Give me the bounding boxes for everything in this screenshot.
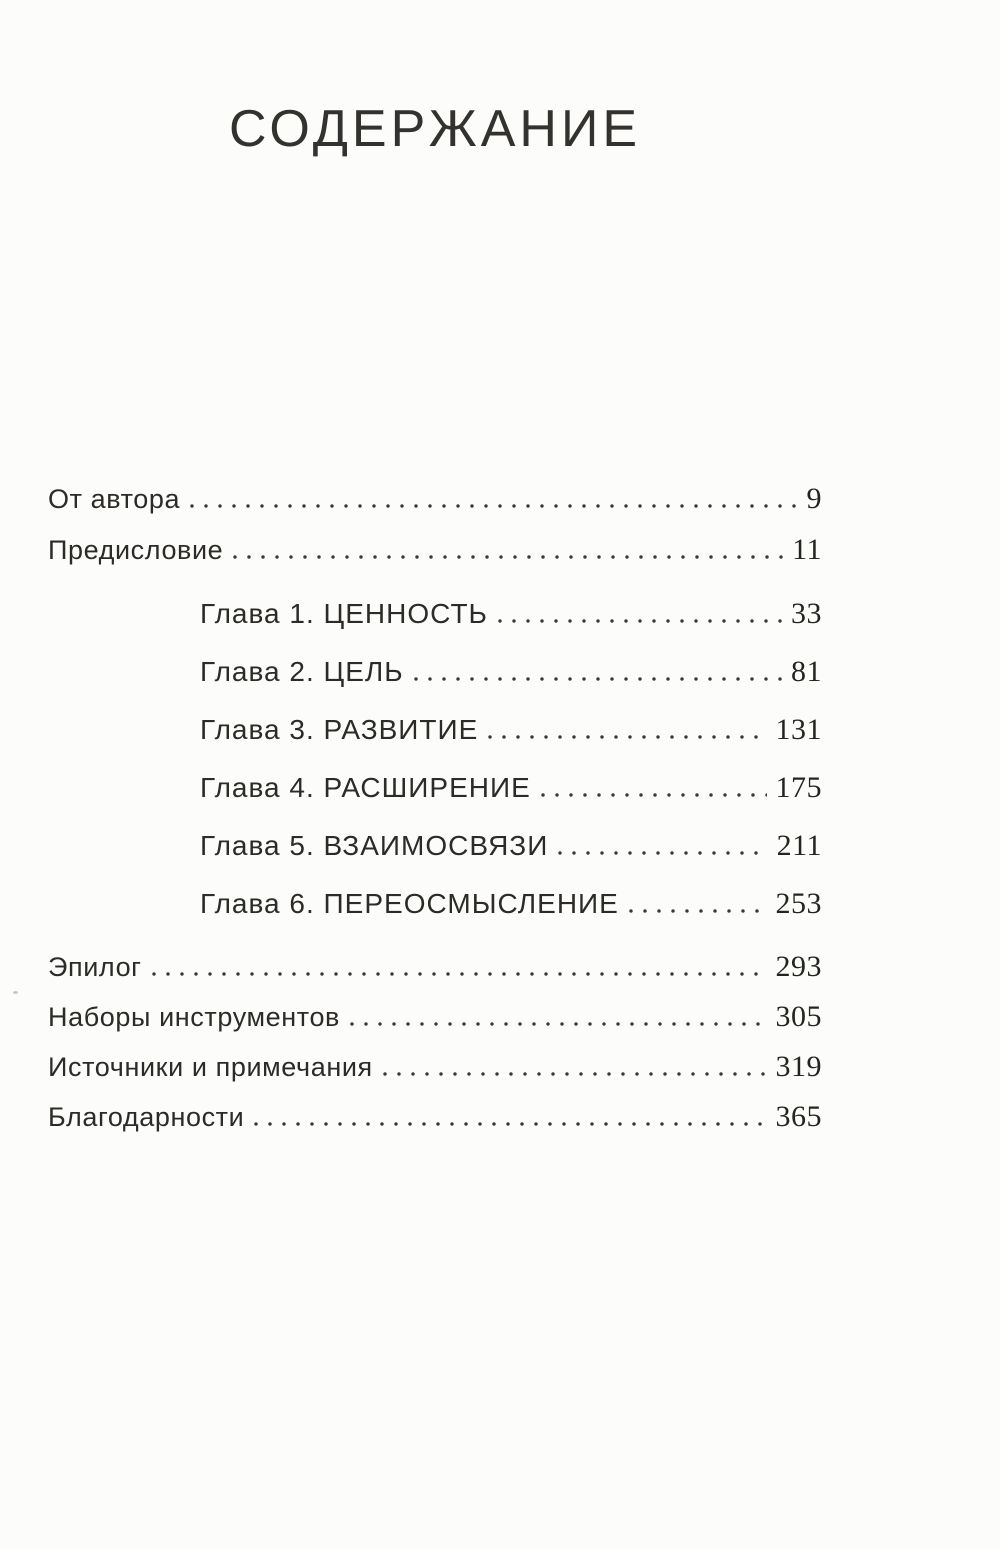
toc-entry-page: 131 <box>775 713 822 746</box>
toc-entry-label: Глава 3. РАЗВИТИЕ <box>200 714 479 745</box>
toc-list <box>48 483 822 1133</box>
toc-entry-label: Источники и примечания <box>48 1052 373 1082</box>
toc-entry <box>48 951 822 983</box>
dot-leader <box>152 972 767 976</box>
toc-entry-page: 33 <box>791 597 822 630</box>
dot-leader <box>414 677 782 681</box>
toc-entry <box>200 655 822 689</box>
toc-entry <box>200 887 822 921</box>
dot-leader <box>254 1122 766 1126</box>
dot-leader <box>629 909 767 913</box>
toc-back-matter <box>48 951 822 1133</box>
toc-entry-page: 305 <box>775 1000 822 1033</box>
toc-entry-page: 175 <box>775 771 822 804</box>
toc-entry <box>48 1051 822 1083</box>
dot-leader <box>558 851 767 855</box>
toc-entry-label: Благодарности <box>48 1102 245 1132</box>
toc-entry-page: 293 <box>775 950 822 983</box>
toc-entry-label: Глава 1. ЦЕННОСТЬ <box>200 598 488 629</box>
toc-front-matter <box>48 483 822 566</box>
toc-entry-page: 11 <box>792 533 822 566</box>
toc-entry-label: Эпилог <box>48 952 142 982</box>
toc-entry-page: 253 <box>775 887 822 920</box>
toc-entry <box>200 713 822 747</box>
scan-speck <box>13 991 18 994</box>
dot-leader <box>233 555 783 559</box>
dot-leader <box>350 1022 767 1026</box>
toc-entry-label: Глава 4. РАСШИРЕНИЕ <box>200 772 531 803</box>
toc-entry <box>200 829 822 863</box>
dot-leader <box>383 1072 767 1076</box>
toc-entry <box>48 1001 822 1033</box>
toc-entry-page: 319 <box>775 1050 822 1083</box>
toc-entry <box>48 1101 822 1133</box>
toc-entry-label: Наборы инструментов <box>48 1002 340 1032</box>
toc-entry <box>48 534 822 566</box>
toc-entry-label: Глава 2. ЦЕЛЬ <box>200 656 404 687</box>
toc-entry-label: Глава 5. ВЗАИМОСВЯЗИ <box>200 830 549 861</box>
toc-entry <box>200 597 822 631</box>
toc-chapters <box>48 597 822 921</box>
dot-leader <box>488 735 766 739</box>
toc-entry-page: 81 <box>791 655 822 688</box>
toc-entry-label: Предисловие <box>48 535 224 565</box>
toc-entry-page: 211 <box>776 829 822 862</box>
toc-entry <box>48 483 822 515</box>
toc-entry-page: 365 <box>775 1100 822 1133</box>
dot-leader <box>541 793 767 797</box>
toc-entry-page: 9 <box>806 482 822 515</box>
toc-entry-label: От автора <box>48 484 181 514</box>
dot-leader <box>498 619 782 623</box>
dot-leader <box>190 504 797 508</box>
toc-entry <box>200 771 822 805</box>
page-title: СОДЕРЖАНИЕ <box>228 100 642 158</box>
toc-entry-label: Глава 6. ПЕРЕОСМЫСЛЕНИЕ <box>200 888 619 919</box>
